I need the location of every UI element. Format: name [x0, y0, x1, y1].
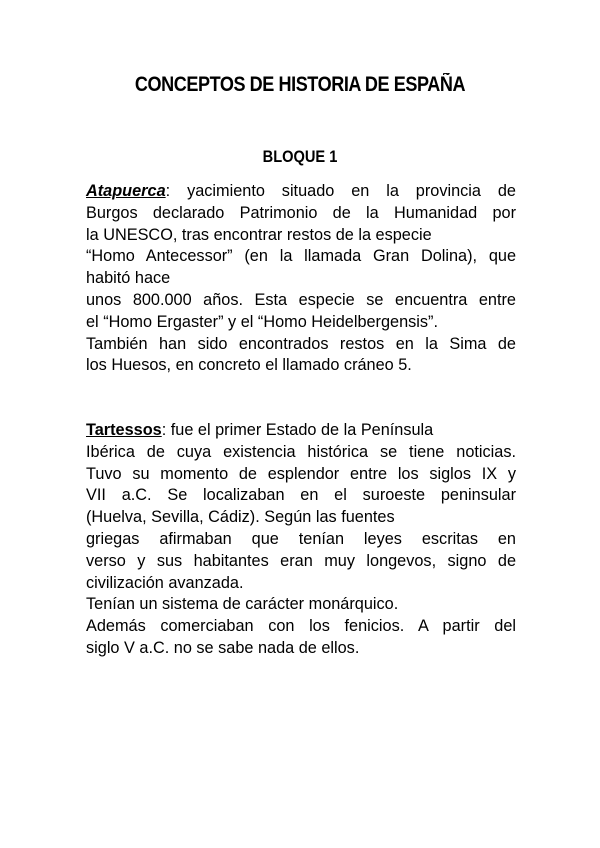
entry-term: Tartessos [86, 421, 162, 439]
entry-line: Ibérica de cuya existencia histórica se tiene noticias. [86, 442, 516, 461]
entry-atapuerca [86, 181, 516, 377]
entry-line: Tenían un sistema de carácter monárquico. [86, 595, 399, 614]
entry-line: griegas afirmaban que tenían leyes escritas en [86, 529, 516, 548]
entry-line: unos 800.000 años. Esta especie se encuentra entre [86, 290, 516, 309]
entry-line: “Homo Antecessor” (en la llamada Gran Dolina), que [86, 247, 516, 266]
entry-tartessos [86, 420, 516, 660]
block-heading: BLOQUE 1 [262, 147, 338, 166]
entry-line: Además comerciaban con los fenicios. A partir del [86, 617, 516, 636]
entry-line: verso y sus habitantes eran muy longevos, signo de [86, 551, 516, 570]
entry-line: siglo V a.C. no se sabe nada de ellos. [86, 638, 360, 657]
entry-line: (Huelva, Sevilla, Cádiz). Según las fuentes [86, 508, 395, 527]
entry-line: la UNESCO, tras encontrar restos de la especie [86, 225, 432, 244]
entry-line: civilización avanzada. [86, 573, 244, 592]
entry-line: los Huesos, en concreto el llamado cráneo 5. [86, 356, 412, 375]
entry-line: Tartessos: fue el primer Estado de la Península [86, 421, 434, 439]
entry-line: habitó hace [86, 269, 171, 288]
entry-line: Atapuerca: yacimiento situado en la provincia de [86, 182, 516, 200]
entry-line: Burgos declarado Patrimonio de la Humanidad por [86, 203, 516, 222]
entry-line: VII a.C. Se localizaban en el suroeste peninsular [86, 486, 516, 505]
entry-term: Atapuerca [86, 182, 166, 200]
page-title: CONCEPTOS DE HISTORIA DE ESPAÑA [134, 73, 466, 96]
entry-line: Tuvo su momento de esplendor entre los siglos IX y [86, 464, 516, 483]
entry-line: el “Homo Ergaster” y el “Homo Heidelbergensis”. [86, 312, 438, 331]
entry-line: También han sido encontrados restos en la Sima de [86, 334, 516, 353]
